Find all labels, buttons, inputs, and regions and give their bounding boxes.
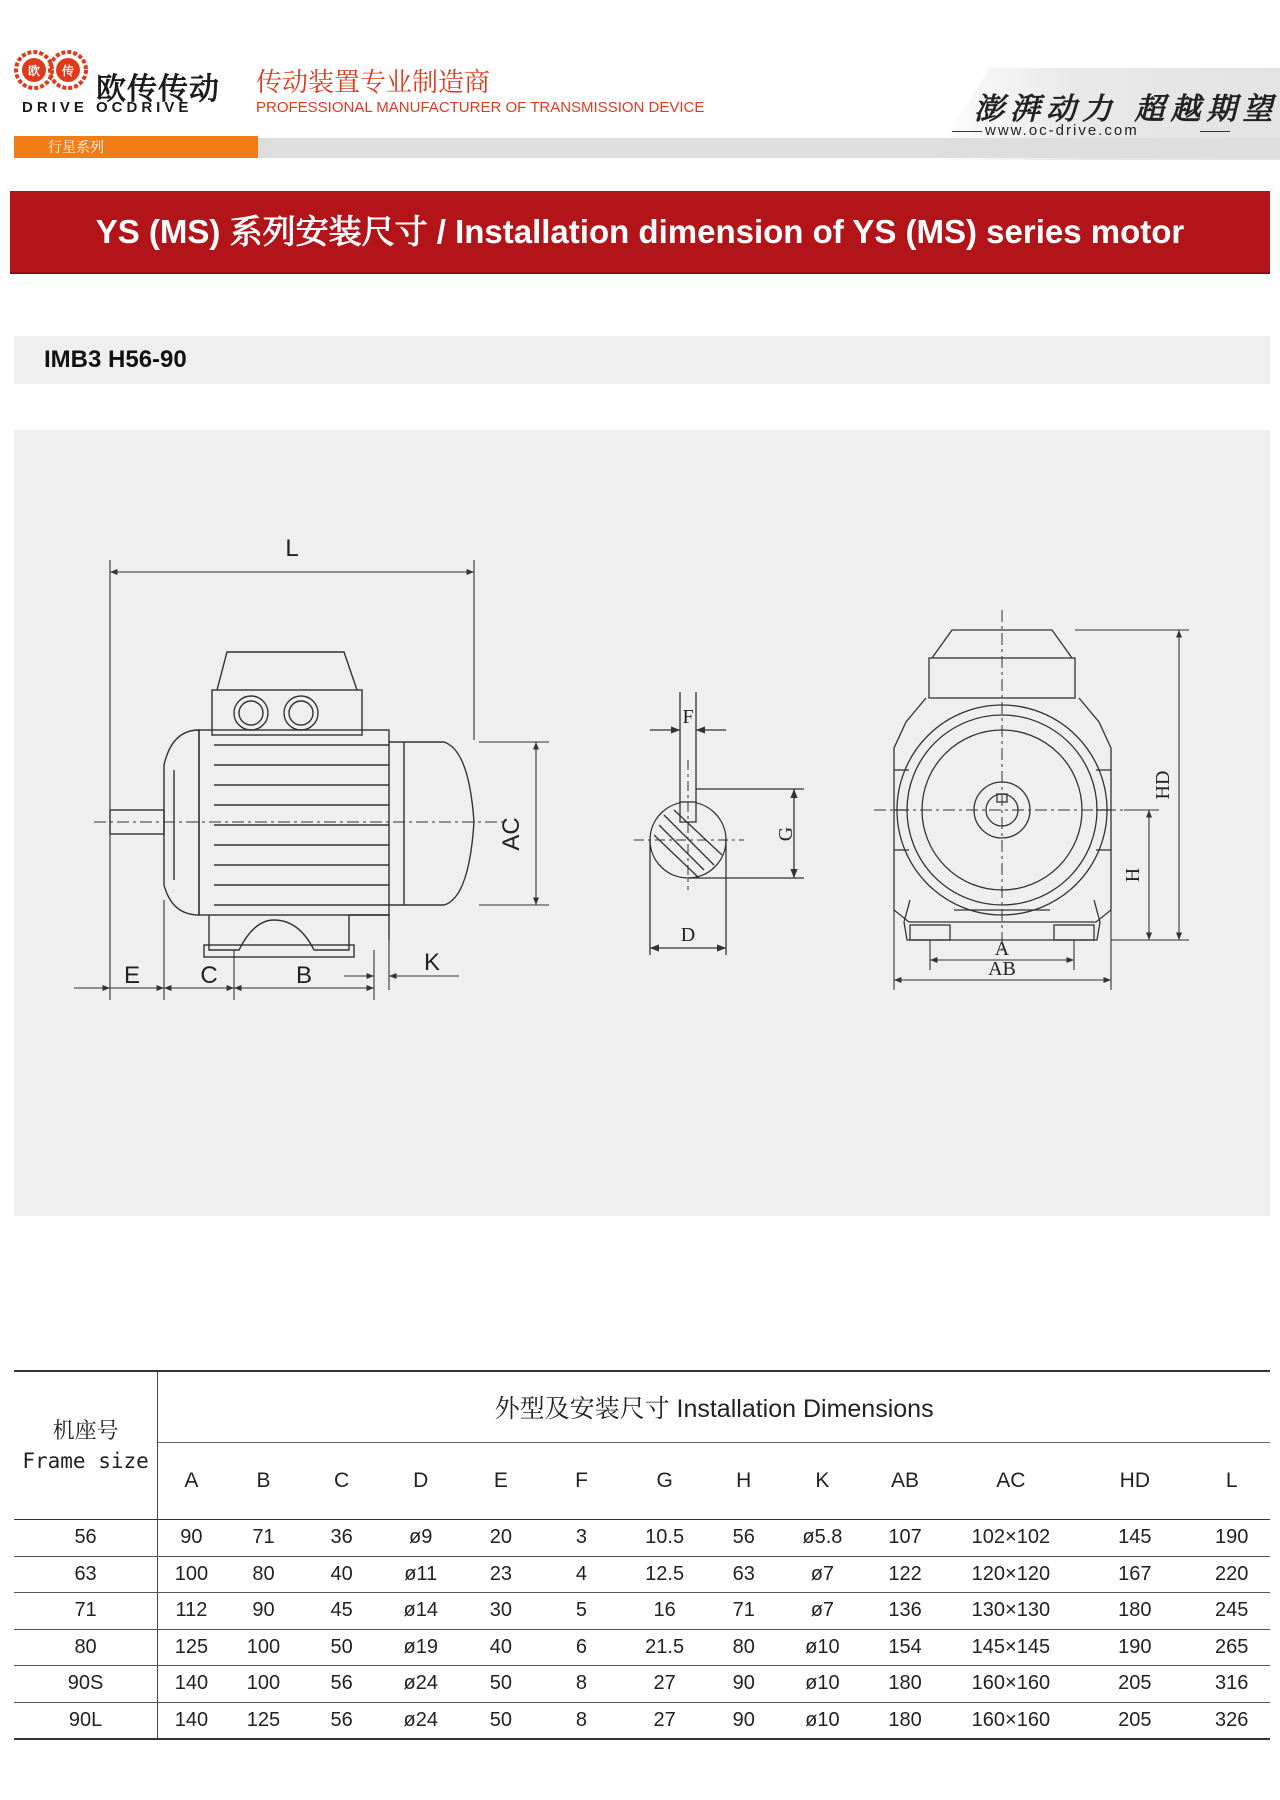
column-header: F (541, 1443, 622, 1520)
dimension-cell: 50 (461, 1702, 542, 1739)
dimension-cell: 16 (622, 1593, 708, 1630)
installation-dimensions-table (14, 1370, 1270, 1740)
dimension-cell: 190 (1193, 1520, 1270, 1557)
column-header-row (14, 1443, 1270, 1520)
column-header: H (707, 1443, 780, 1520)
dimension-cell: 100 (158, 1556, 225, 1593)
dimension-cell: 100 (225, 1629, 303, 1666)
tagline-cn: 传动装置专业制造商 (256, 68, 491, 98)
table-row (14, 1666, 1270, 1703)
dimension-cell: 71 (707, 1593, 780, 1630)
dimension-cell: 12.5 (622, 1556, 708, 1593)
dimension-drawing (14, 430, 1270, 1216)
label-HD: HD (1152, 770, 1174, 800)
dimension-cell: 205 (1076, 1702, 1193, 1739)
dimension-cell: 90 (707, 1702, 780, 1739)
dimension-cell: 145×145 (945, 1629, 1076, 1666)
dimension-cell: 180 (865, 1666, 946, 1703)
dimension-cell: ø10 (780, 1666, 865, 1703)
label-AC: AC (498, 817, 525, 851)
column-header: D (381, 1443, 461, 1520)
side-view-dimensions (74, 560, 549, 1000)
dimension-cell: 180 (1076, 1593, 1193, 1630)
frame-size-cell: 90S (14, 1666, 158, 1703)
dimension-cell: 36 (302, 1520, 381, 1557)
dimension-cell: ø11 (381, 1556, 461, 1593)
dimension-cell: 21.5 (622, 1629, 708, 1666)
label-H: H (1122, 867, 1144, 883)
dimension-cell: 23 (461, 1556, 542, 1593)
dimension-cell: 120×120 (945, 1556, 1076, 1593)
dimension-cell: 10.5 (622, 1520, 708, 1557)
dimension-cell: 63 (707, 1556, 780, 1593)
page-title: YS (MS) 系列安装尺寸 / Installation dimension of YS (MS) series motor (10, 191, 1270, 272)
dimension-cell: 90 (158, 1520, 225, 1557)
dimension-cell: 145 (1076, 1520, 1193, 1557)
dimension-cell: 4 (541, 1556, 622, 1593)
dimension-cell: 40 (461, 1629, 542, 1666)
logo-text-en: DRIVE OCDRIVE (22, 99, 193, 116)
dimension-cell: 122 (865, 1556, 946, 1593)
dimension-cell: 27 (622, 1702, 708, 1739)
dimension-cell: 90 (707, 1666, 780, 1703)
dimension-cell: 27 (622, 1666, 708, 1703)
logo-badge-left: 欧 (27, 64, 41, 78)
dimension-cell: 102×102 (945, 1520, 1076, 1557)
table-row (14, 1520, 1270, 1557)
logo-text-cn: 欧传传动 (96, 72, 220, 107)
label-E: E (123, 962, 141, 989)
label-L: L (285, 535, 299, 562)
dimension-cell: 130×130 (945, 1593, 1076, 1630)
label-K: K (423, 949, 441, 976)
label-AB: AB (988, 958, 1016, 980)
frame-size-cell: 80 (14, 1629, 158, 1666)
dimension-cell: 190 (1076, 1629, 1193, 1666)
website-divider-right (1200, 131, 1230, 132)
table-row (14, 1593, 1270, 1630)
website-link[interactable]: www.oc-drive.com (985, 122, 1139, 139)
slogan: 澎湃动力 超越期望 (974, 92, 1279, 127)
dimension-cell: 265 (1193, 1629, 1270, 1666)
dimension-cell: 50 (461, 1666, 542, 1703)
dimension-cell: 316 (1193, 1666, 1270, 1703)
table-body (14, 1520, 1270, 1740)
dimension-cell: 160×160 (945, 1702, 1076, 1739)
dimension-cell: 220 (1193, 1556, 1270, 1593)
frame-size-header (14, 1371, 158, 1520)
dimension-cell: 154 (865, 1629, 946, 1666)
table-row (14, 1702, 1270, 1739)
motor-side-view (94, 652, 504, 957)
dimension-cell: ø14 (381, 1593, 461, 1630)
label-G: G (775, 826, 797, 842)
dimension-cell: 45 (302, 1593, 381, 1630)
tagline-en: PROFESSIONAL MANUFACTURER OF TRANSMISSION DEVICE (256, 99, 705, 116)
dimension-cell: 100 (225, 1666, 303, 1703)
dimension-cell: 56 (302, 1666, 381, 1703)
frame-size-cell: 63 (14, 1556, 158, 1593)
website-divider-left (952, 131, 982, 132)
column-header: C (302, 1443, 381, 1520)
dimension-cell: 107 (865, 1520, 946, 1557)
dimension-cell: 180 (865, 1702, 946, 1739)
series-tab[interactable]: 行星系列 (14, 136, 258, 158)
column-header: B (225, 1443, 303, 1520)
section-subheading: IMB3 H56-90 (14, 336, 1270, 384)
dimension-cell: 3 (541, 1520, 622, 1557)
column-header: L (1193, 1443, 1270, 1520)
table-row (14, 1629, 1270, 1666)
label-F: F (682, 706, 694, 728)
dimension-cell: 20 (461, 1520, 542, 1557)
dimension-cell: 40 (302, 1556, 381, 1593)
dimension-cell: ø19 (381, 1629, 461, 1666)
column-header: AB (865, 1443, 946, 1520)
dimension-cell: ø9 (381, 1520, 461, 1557)
dimension-cell: 6 (541, 1629, 622, 1666)
frame-size-cell: 71 (14, 1593, 158, 1630)
dimension-cell: 112 (158, 1593, 225, 1630)
table-row (14, 1556, 1270, 1593)
dimension-cell: 56 (707, 1520, 780, 1557)
dimension-cell: ø5.8 (780, 1520, 865, 1557)
label-C: C (200, 962, 218, 989)
dimension-cell: 56 (302, 1702, 381, 1739)
dimension-cell: 71 (225, 1520, 303, 1557)
installation-dimensions-header: 外型及安装尺寸 Installation Dimensions (158, 1371, 1270, 1443)
frame-size-cell: 90L (14, 1702, 158, 1739)
label-A: A (994, 938, 1010, 960)
frame-size-header-cn: 机座号 (52, 1417, 119, 1443)
column-header: G (622, 1443, 708, 1520)
dimension-cell: 140 (158, 1666, 225, 1703)
dimension-cell: ø10 (780, 1702, 865, 1739)
dimension-cell: 140 (158, 1702, 225, 1739)
dimension-cell: 326 (1193, 1702, 1270, 1739)
frame-size-header-en: Frame size (22, 1448, 149, 1473)
dimension-cell: ø24 (381, 1666, 461, 1703)
company-logo-icon (14, 48, 92, 92)
motor-front-view (874, 610, 1144, 950)
dimension-cell: 8 (541, 1702, 622, 1739)
dimension-cell: ø7 (780, 1593, 865, 1630)
label-D: D (680, 924, 696, 946)
dimension-cell: 80 (707, 1629, 780, 1666)
frame-size-cell: 56 (14, 1520, 158, 1557)
dimension-cell: 125 (225, 1702, 303, 1739)
column-header: A (158, 1443, 225, 1520)
column-header: E (461, 1443, 542, 1520)
dimension-cell: 50 (302, 1629, 381, 1666)
dimension-cell: 136 (865, 1593, 946, 1630)
dimension-cell: 160×160 (945, 1666, 1076, 1703)
dimension-cell: 80 (225, 1556, 303, 1593)
header-rule (258, 138, 1280, 158)
dimension-cell: ø24 (381, 1702, 461, 1739)
dimension-cell: 30 (461, 1593, 542, 1630)
dimension-cell: ø7 (780, 1556, 865, 1593)
column-header: AC (945, 1443, 1076, 1520)
logo-badge-right: 传 (61, 64, 75, 78)
label-B: B (295, 962, 313, 989)
dimension-cell: 90 (225, 1593, 303, 1630)
dimension-cell: 245 (1193, 1593, 1270, 1630)
column-header: HD (1076, 1443, 1193, 1520)
dimension-cell: 205 (1076, 1666, 1193, 1703)
shaft-section-view (634, 692, 804, 955)
dimension-cell: 5 (541, 1593, 622, 1630)
column-header: K (780, 1443, 865, 1520)
dimension-cell: 125 (158, 1629, 225, 1666)
dimension-cell: ø10 (780, 1629, 865, 1666)
dimension-cell: 167 (1076, 1556, 1193, 1593)
dimension-cell: 8 (541, 1666, 622, 1703)
